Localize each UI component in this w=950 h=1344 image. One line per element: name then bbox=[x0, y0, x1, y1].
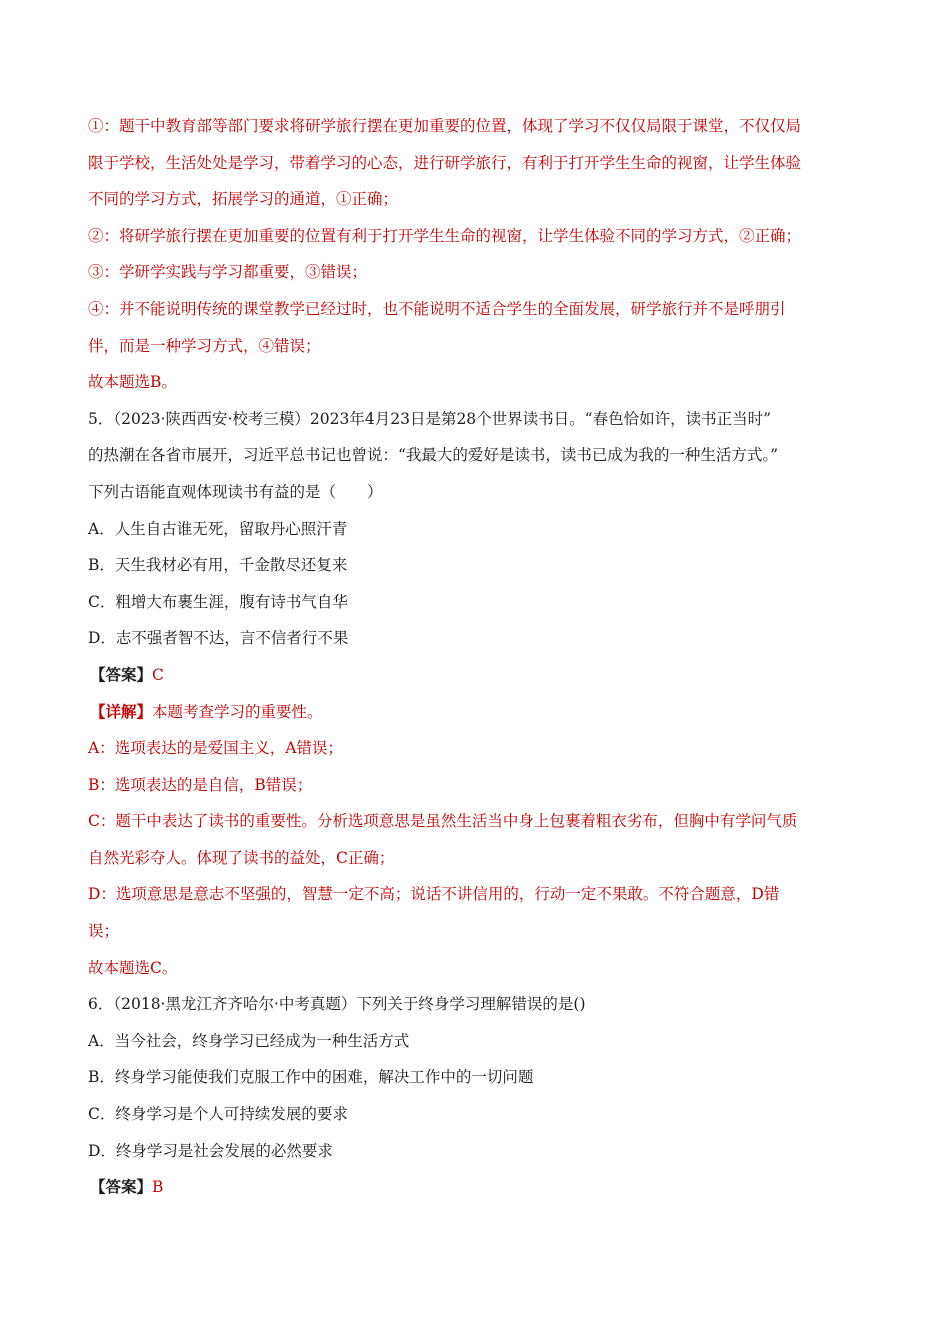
analysis-line: 不同的学习方式，拓展学习的通道，①正确； bbox=[88, 190, 399, 209]
option-a: A．人生自古谁无死，留取丹心照汗青 bbox=[88, 519, 348, 538]
analysis-line: 误； bbox=[88, 922, 120, 941]
analysis-line: ①：题干中教育部等部门要求将研学旅行摆在更加重要的位置，体现了学习不仅仅局限于课堂，不仅仅局 bbox=[88, 117, 802, 135]
analysis-line: 限于学校，生活处处是学习，带着学习的心态，进行研学旅行，有利于打开学生生命的视窗，让学生体验 bbox=[88, 153, 802, 172]
answer-tag: 【答案】 bbox=[90, 1177, 153, 1197]
option-c: C．终身学习是个人可持续发展的要求 bbox=[88, 1105, 348, 1124]
option-b: B．终身学习能使我们克服工作中的困难，解决工作中的一切问题 bbox=[88, 1068, 534, 1087]
question-stem: 下列古语能直观体现读书有益的是（ ） bbox=[88, 482, 383, 501]
q4-analysis bbox=[88, 108, 866, 401]
answer-value: B bbox=[152, 1178, 164, 1197]
question-5 bbox=[88, 401, 866, 987]
detail-line bbox=[88, 694, 866, 731]
analysis-line: ④：并不能说明传统的课堂教学已经过时，也不能说明不适合学生的全面发展，研学旅行并不是呼朋引 bbox=[88, 299, 786, 318]
analysis-line: A：选项表达的是爱国主义，A错误； bbox=[88, 739, 343, 758]
answer-line bbox=[88, 657, 866, 694]
analysis-line: 伴，而是一种学习方式，④错误； bbox=[88, 336, 321, 355]
document-page bbox=[88, 108, 866, 1206]
option-a: A．当今社会，终身学习已经成为一种生活方式 bbox=[88, 1031, 410, 1050]
answer-tag: 【答案】 bbox=[90, 664, 153, 684]
option-d: D．终身学习是社会发展的必然要求 bbox=[88, 1141, 333, 1160]
detail-intro: 本题考查学习的重要性。 bbox=[152, 702, 323, 721]
analysis-conclusion: 故本题选B。 bbox=[88, 373, 177, 392]
question-6 bbox=[88, 986, 866, 1206]
option-d: D．志不强者智不达，言不信者行不果 bbox=[88, 629, 349, 648]
question-stem: 6．（2018·黑龙江齐齐哈尔·中考真题）下列关于终身学习理解错误的是() bbox=[88, 995, 586, 1014]
analysis-line: B：选项表达的是自信，B错误； bbox=[88, 775, 313, 794]
analysis-line: 自然光彩夺人。体现了读书的益处，C正确； bbox=[88, 848, 395, 867]
analysis-line: D：选项意思是意志不坚强的，智慧一定不高；说话不讲信用的，行动一定不果敢。不符合题意，D错 bbox=[88, 885, 780, 904]
question-stem: 的热潮在各省市展开，习近平总书记也曾说：“我最大的爱好是读书，读书已成为我的一种生活方式。” bbox=[88, 446, 779, 465]
option-c: C．粗增大布裹生涯，腹有诗书气自华 bbox=[88, 592, 348, 611]
answer-line bbox=[88, 1169, 866, 1206]
analysis-conclusion: 故本题选C。 bbox=[88, 958, 178, 977]
detail-tag: 【详解】 bbox=[90, 701, 153, 721]
question-stem: 5．（2023·陕西西安·校考三模）2023年4月23日是第28个世界读书日。“春色恰如许，读书正当时” bbox=[88, 409, 772, 428]
analysis-line: ②：将研学旅行摆在更加重要的位置有利于打开学生生命的视窗，让学生体验不同的学习方式，②正确； bbox=[88, 226, 802, 245]
option-b: B．天生我材必有用，千金散尽还复来 bbox=[88, 556, 348, 575]
analysis-line: C：题干中表达了读书的重要性。分析选项意思是虽然生活当中身上包裹着粗衣劣布，但胸中有学问气质 bbox=[88, 812, 798, 831]
answer-value: C bbox=[152, 665, 164, 684]
analysis-line: ③：学研学实践与学习都重要，③错误； bbox=[88, 263, 368, 282]
